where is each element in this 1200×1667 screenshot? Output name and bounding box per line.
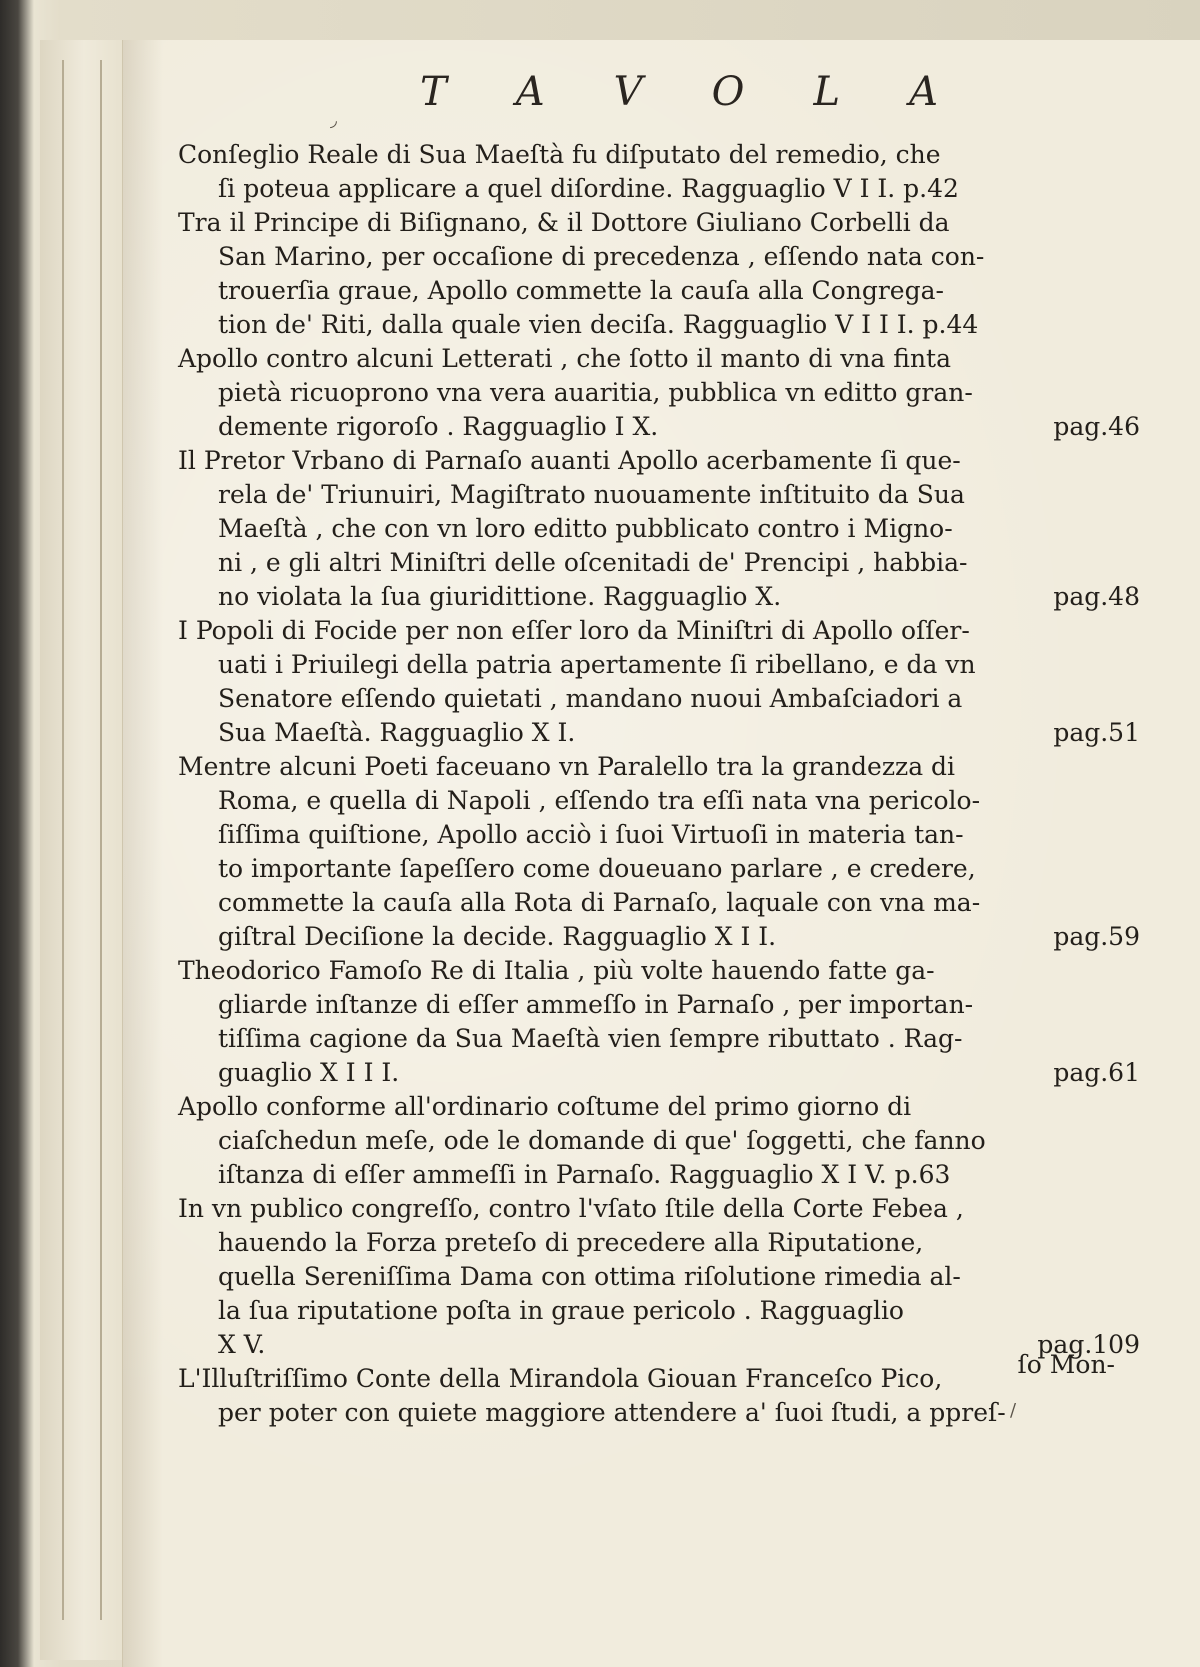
entry-line: ni , e gli altri Miniſtri delle oſcenitadi de' Prencipi , habbia- [218, 548, 968, 577]
page-edge-line [62, 60, 64, 1620]
entry-line: Senatore eſſendo quietati , mandano nuoui Ambaſciadori a [218, 684, 963, 713]
entry-line: to importante ſapeſſero come doueuano parlare , e credere, [218, 854, 976, 883]
entry-line: Apollo conforme all'ordinario coſtume del primo giorno di [178, 1092, 912, 1121]
catchword: ſo Mon- [1017, 1350, 1115, 1379]
index-entries [178, 138, 1140, 1430]
header-letter: L [813, 69, 843, 115]
entry-line: guaglio X I I I. [218, 1058, 400, 1087]
ink-mark: / [1010, 1400, 1017, 1421]
entry-line: Tra il Principe di Biſignano, & il Dottore Giuliano Corbelli da [178, 208, 950, 237]
entry-line: no violata la ſua giuridittione. Ragguaglio X. [218, 582, 782, 611]
entry-line: commette la cauſa alla Rota di Parnaſo, laquale con vna ma- [218, 888, 981, 917]
entry-line: demente rigoroſo . Ragguaglio I X. [218, 412, 659, 441]
entry-line: ſi poteua applicare a quel diſordine. Ragguaglio V I I. p.42 [218, 174, 959, 203]
index-entry [178, 1090, 1140, 1192]
index-entry [178, 1192, 1140, 1362]
ink-mark: ◞ [330, 110, 337, 131]
entry-line: tion de' Riti, dalla quale vien deciſa. Ragguaglio V I I I. p.44 [218, 310, 979, 339]
entry-line: Conſeglio Reale di Sua Maeſtà fu diſputato del remedio, che [178, 140, 941, 169]
index-entry [178, 750, 1140, 954]
page-reference: pag.46 [1053, 412, 1140, 441]
entry-line: L'Illuſtriſſimo Conte della Mirandola Giouan Franceſco Pico, [178, 1364, 943, 1393]
entry-line: rela de' Triunuiri, Magiſtrato nuouamente inſtituito da Sua [218, 480, 965, 509]
header-letter: V [613, 69, 645, 115]
header-letter: A [515, 69, 547, 115]
entry-line: Apollo contro alcuni Letterati , che ſotto il manto di vna finta [178, 344, 951, 373]
entry-line: In vn publico congreſſo, contro l'vſato ſtile della Corte Febea , [178, 1194, 964, 1223]
entry-line: I Popoli di Focide per non eſſer loro da Miniſtri di Apollo oſſer- [178, 616, 970, 645]
entry-line: San Marino, per occaſione di precedenza , eſſendo nata con- [218, 242, 985, 271]
entry-line: X V. [218, 1330, 266, 1359]
entry-line: hauendo la Forza preteſo di precedere alla Riputatione, [218, 1228, 924, 1257]
entry-line: pietà ricuoprono vna vera auaritia, pubblica vn editto gran- [218, 378, 973, 407]
index-entry [178, 138, 1140, 206]
entry-line: tiſſima cagione da Sua Maeſtà vien ſempre ributtato . Rag- [218, 1024, 963, 1053]
index-entry [178, 1362, 1140, 1430]
page-reference: pag.61 [1053, 1058, 1140, 1087]
entry-line: Theodorico Famoſo Re di Italia , più volte hauendo fatte ga- [178, 956, 935, 985]
header-letter: T [420, 69, 449, 115]
header-letter: O [711, 69, 747, 115]
index-entry [178, 614, 1140, 750]
entry-line: gliarde inſtanze di eſſer ammeſſo in Parnaſo , per importan- [218, 990, 974, 1019]
entry-line: per poter con quiete maggiore attendere a' ſuoi ſtudi, a ppreſ- [218, 1398, 1006, 1427]
page-edge-line [100, 60, 102, 1620]
index-entry [178, 444, 1140, 614]
running-header [420, 62, 940, 122]
entry-line: Mentre alcuni Poeti faceuano vn Paralello tra la grandezza di [178, 752, 956, 781]
index-entry [178, 342, 1140, 444]
entry-line: ſiſſima quiſtione, Apollo acciò i ſuoi Virtuoſi in materia tan- [218, 820, 964, 849]
page-reference: pag.51 [1053, 718, 1140, 747]
entry-line: iſtanza di eſſer ammeſſi in Parnaſo. Ragguaglio X I V. p.63 [218, 1160, 951, 1189]
entry-line: trouerſia graue, Apollo commette la cauſa alla Congrega- [218, 276, 944, 305]
entry-line: uati i Priuilegi della patria apertamente ſi ribellano, e da vn [218, 650, 976, 679]
entry-line: Roma, e quella di Napoli , eſſendo tra eſſi nata vna pericolo- [218, 786, 981, 815]
entry-line: Maeſtà , che con vn loro editto pubblicato contro i Migno- [218, 514, 953, 543]
entry-line: ciaſchedun meſe, ode le domande di que' ſoggetti, che fanno [218, 1126, 986, 1155]
entry-line: giſtral Deciſione la decide. Ragguaglio X I I. [218, 922, 777, 951]
entry-line: quella Sereniſſima Dama con ottima riſolutione rimedia al- [218, 1262, 961, 1291]
page-reference: pag.59 [1053, 922, 1140, 951]
header-letter: A [909, 69, 940, 115]
entry-line: la ſua riputatione poſta in graue pericolo . Ragguaglio [218, 1296, 904, 1325]
entry-line: Il Pretor Vrbano di Parnaſo auanti Apollo acerbamente ſi que- [178, 446, 961, 475]
page-reference: pag.48 [1053, 582, 1140, 611]
entry-line: Sua Maeſtà. Ragguaglio X I. [218, 718, 576, 747]
index-entry [178, 206, 1140, 342]
page-reference: pag.109 [1037, 1330, 1140, 1359]
index-entry [178, 954, 1140, 1090]
